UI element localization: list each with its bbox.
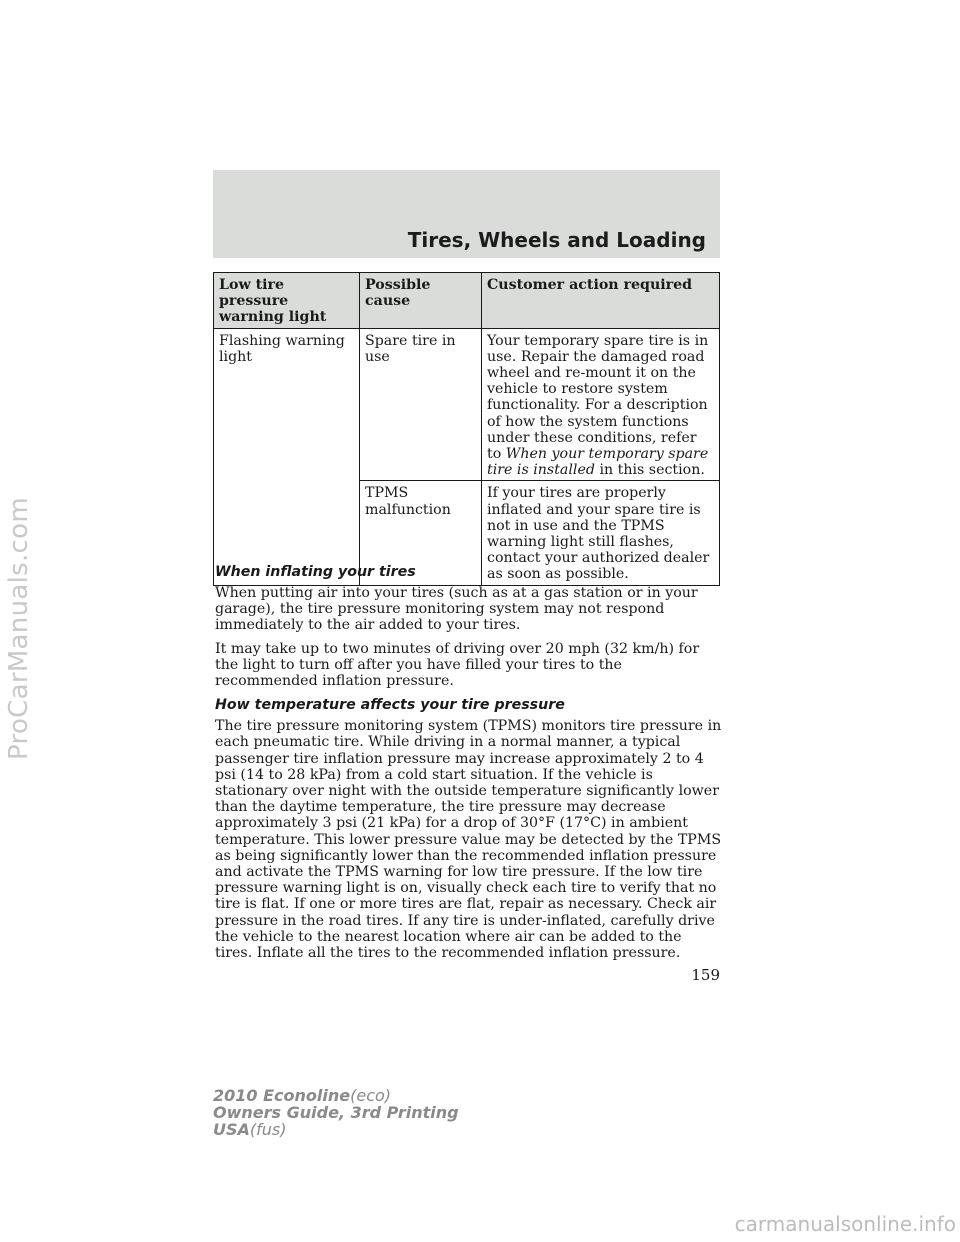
site-logo: carmanualsonline.info: [734, 1212, 956, 1236]
watermark: [4, 497, 44, 760]
footer-market: USA: [213, 1120, 250, 1139]
action-text-end: in this section.: [599, 462, 705, 479]
section-header-band: [213, 170, 720, 258]
footer-model-code: (eco): [350, 1086, 392, 1105]
tpms-warning-table: [213, 272, 720, 586]
cell-cause: Spare tire in use: [360, 328, 482, 481]
cell-cause: TPMS malfunction: [360, 481, 482, 585]
action-text: Your temporary spare tire is in use. Repair the damaged road wheel and re-mount it on the vehicle to restore system functionality. For a description of how the system functions under these conditions, refer to: [487, 332, 709, 463]
cross-reference: When your temporary spare tire is installed: [487, 446, 709, 479]
header-possible-cause: Possible cause: [360, 273, 482, 329]
footer-guide: Owners Guide, 3rd Printing: [213, 1103, 459, 1122]
header-warning-light: Low tire pressure warning light: [214, 273, 360, 329]
cell-action: If your tires are properly inflated and your spare tire is not in use and the TPMS warning light still flashes, contact your authorized dealer as soon as possible.: [482, 481, 720, 585]
footer-market-code: (fus): [249, 1120, 287, 1139]
cell-warning-light: Flashing warning light: [214, 328, 360, 585]
section-heading: When inflating your tires: [215, 564, 416, 580]
paragraph: The tire pressure monitoring system (TPMS) monitors tire pressure in each pneumatic tire. While driving in a normal manner, a typical passenger tire inflation pressure may increase approximately 2 to 4 psi (14 to 28 kPa) from a cold start situation. If the vehicle is stationary over night with the outside temperature significantly lower than the daytime temperature, the tire pressure may decrease approximately 3 psi (21 kPa) for a drop of 30°F (17°C) in ambient temperature. This lower pressure value may be detected by the TPMS as being significantly lower than the recommended inflation pressure and activate the TPMS warning for low tire pressure. If the low tire pressure warning light is on, visually check each tire to verify that no tire is flat. If one or more tires are flat, repair as necessary. Check air pressure in the road tires. If any tire is under-inflated, carefully drive the vehicle to the nearest location where air can be added to the tires. Inflate all the tires to the recommended inflation pressure.: [215, 718, 722, 962]
section-title: Tires, Wheels and Loading: [407, 228, 706, 252]
footer-model: 2010 Econoline: [213, 1086, 351, 1105]
table-header-row: [214, 273, 720, 329]
paragraph: It may take up to two minutes of driving over 20 mph (32 km/h) for the light to turn off after you have filled your tires to the recommended inflation pressure.: [215, 640, 700, 690]
body-content: [215, 563, 723, 968]
paragraph: When putting air into your tires (such as at a gas station or in your garage), the tire pressure monitoring system may not respond immediately to the air added to your tires.: [215, 585, 698, 634]
watermark-text: ProCarManuals.com: [4, 497, 34, 760]
table-row: [214, 328, 720, 481]
cell-action: [482, 328, 720, 481]
section-heading: How temperature affects your tire pressure: [215, 697, 565, 714]
page-number: 159: [691, 966, 720, 984]
header-customer-action: Customer action required: [482, 273, 720, 329]
document-footer: [213, 1087, 459, 1138]
